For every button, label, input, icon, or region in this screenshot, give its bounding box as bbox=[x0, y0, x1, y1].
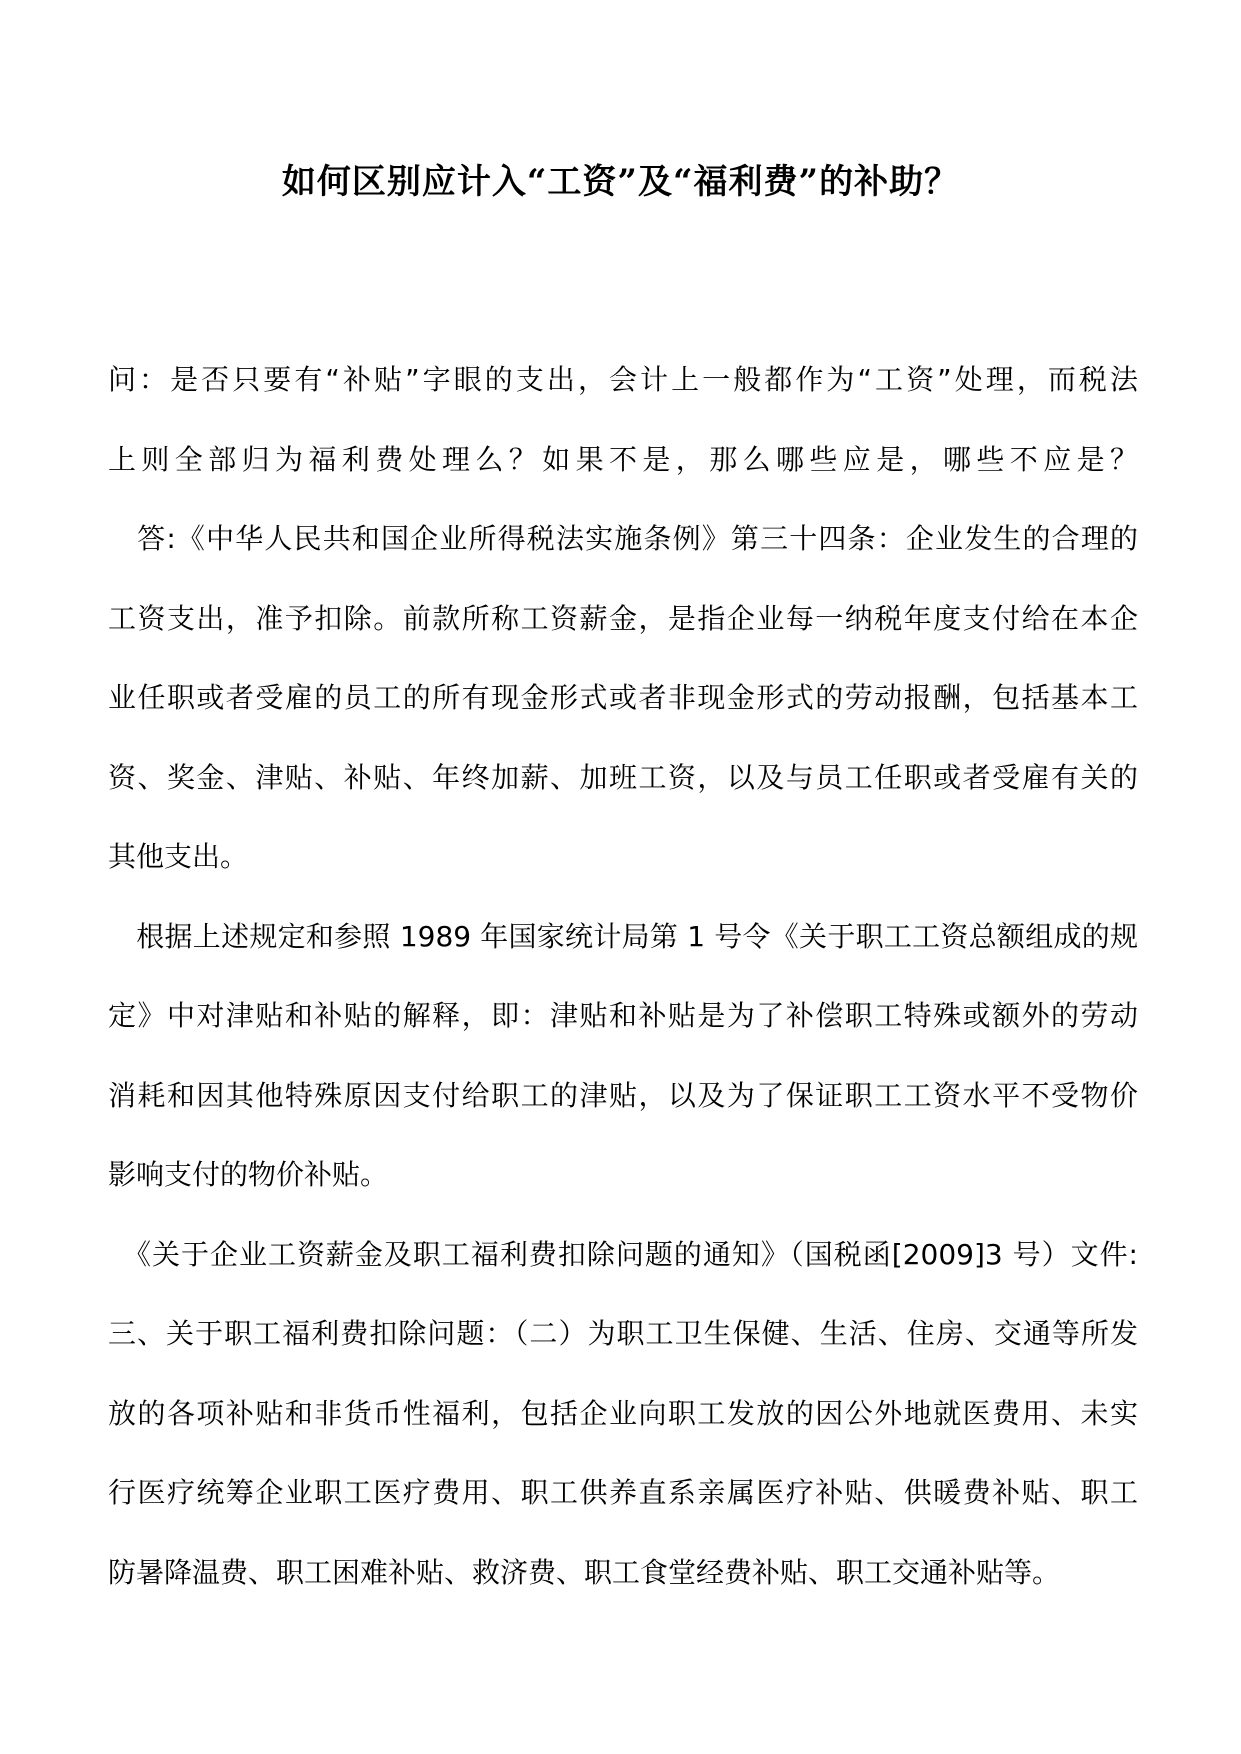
text-line: 《关于企业工资薪金及职工福利费扣除问题的通知》（国税函[2009]3 号）文件: bbox=[108, 1237, 1138, 1271]
document-title: 如何区别应计入“工资”及“福利费”的补助？ bbox=[281, 162, 960, 202]
text-line: 放的各项补贴和非货币性福利，包括企业向职工发放的因公外地就医费用、未实 bbox=[108, 1396, 1138, 1430]
document-body bbox=[108, 340, 1138, 1612]
text-line: 问：是否只要有“补贴”字眼的支出，会计上一般都作为“工资”处理，而税法 bbox=[108, 363, 1138, 396]
text-line: 资、奖金、津贴、补贴、年终加薪、加班工资，以及与员工任职或者受雇有关的 bbox=[108, 760, 1138, 794]
text-line: 行医疗统筹企业职工医疗费用、职工供养直系亲属医疗补贴、供暖费补贴、职工 bbox=[108, 1476, 1138, 1509]
text-line: 消耗和因其他特殊原因支付给职工的津贴，以及为了保证职工工资水平不受物价 bbox=[108, 1078, 1138, 1112]
text-line: 定》中对津贴和补贴的解释，即：津贴和补贴是为了补偿职工特殊或额外的劳动 bbox=[108, 999, 1138, 1032]
text-line: 影响支付的物价补贴。 bbox=[108, 1158, 389, 1191]
text-line: 上则全部归为福利费处理么？如果不是，那么哪些应是，哪些不应是？ bbox=[108, 442, 1138, 476]
text-line: 答:《中华人民共和国企业所得税法实施条例》第三十四条：企业发生的合理的 bbox=[108, 522, 1138, 555]
text-line: 根据上述规定和参照 1989 年国家统计局第 1 号令《关于职工工资总额组成的规 bbox=[108, 919, 1138, 953]
text-line: 工资支出，准予扣除。前款所称工资薪金，是指企业每一纳税年度支付给在本企 bbox=[108, 601, 1138, 635]
text-line: 业任职或者受雇的员工的所有现金形式或者非现金形式的劳动报酬，包括基本工 bbox=[108, 681, 1138, 714]
text-line: 其他支出。 bbox=[108, 840, 249, 873]
text-line: 三、关于职工福利费扣除问题：（二）为职工卫生保健、生活、住房、交通等所发 bbox=[108, 1317, 1138, 1350]
text-line: 防暑降温费、职工困难补贴、救济费、职工食堂经费补贴、职工交通补贴等。 bbox=[108, 1555, 1061, 1589]
